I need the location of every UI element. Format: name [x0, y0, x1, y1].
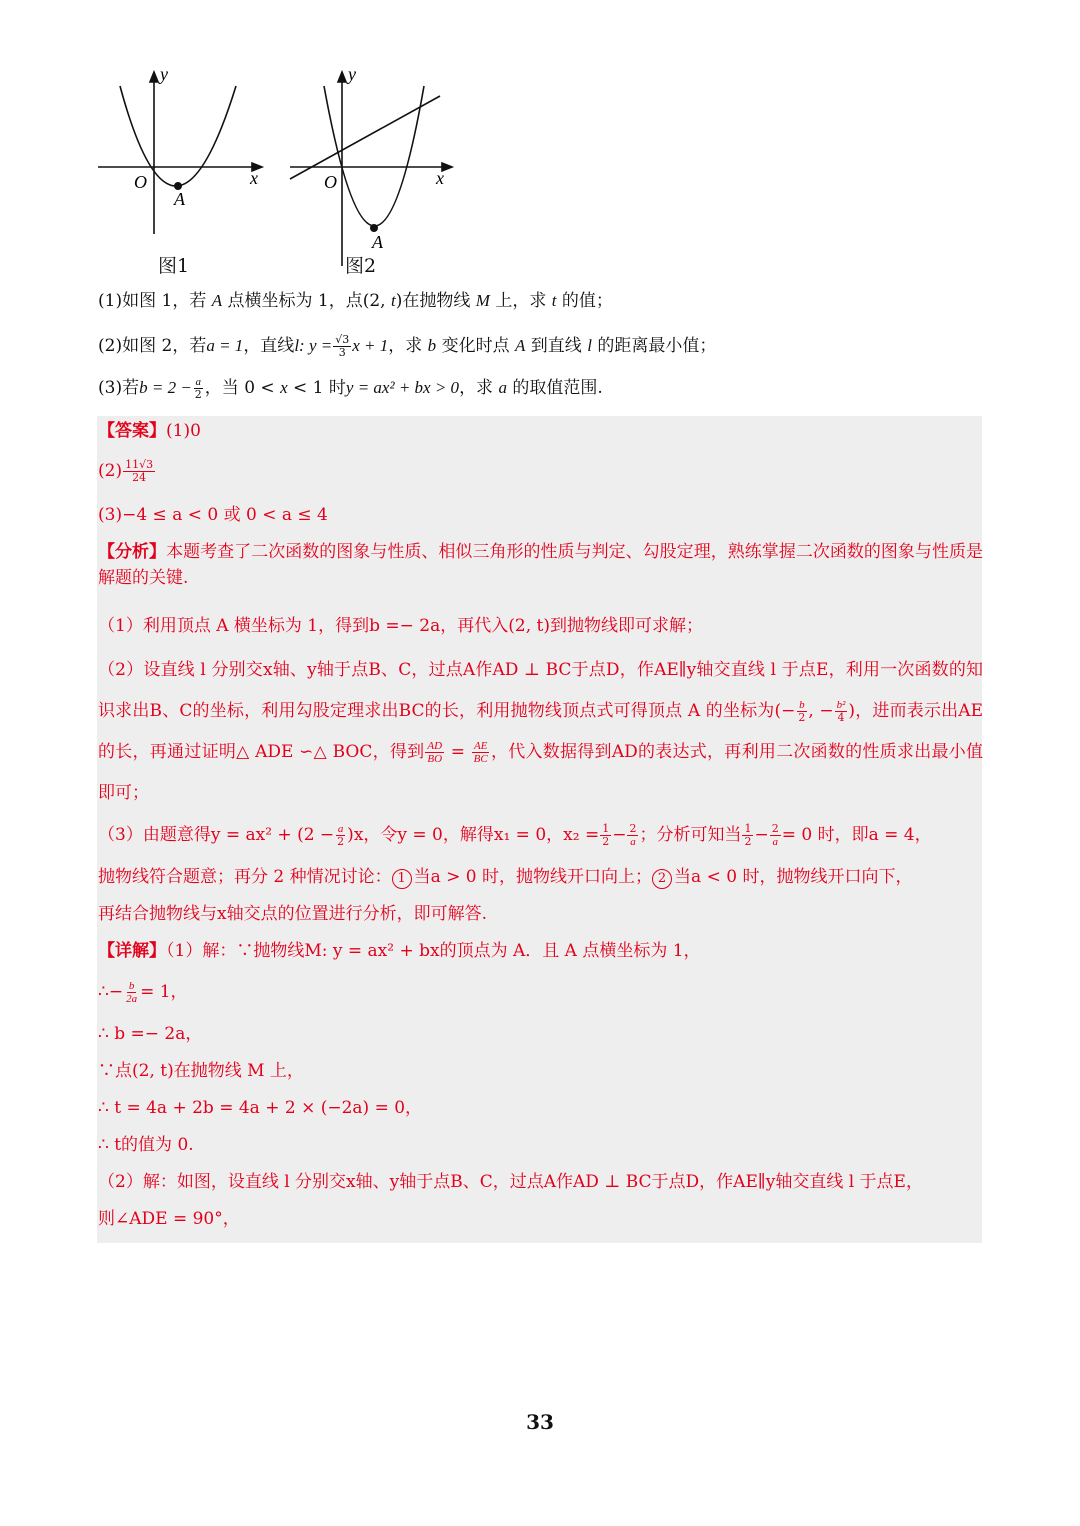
answer-line-2: (2) $\frac{11√3}{24}$: [98, 458, 154, 484]
circled-number-1: 1: [392, 869, 412, 889]
fig2-point-a: [371, 225, 377, 231]
circled-number-2: 2: [652, 869, 672, 889]
fig2-origin-label: O: [324, 172, 337, 192]
fig2-y-arrow: [338, 72, 346, 82]
analysis-part-3-line-3: 再结合抛物线与x轴交点的位置进行分析，即可解答.: [98, 904, 487, 924]
fig1-y-label: y: [160, 66, 168, 84]
figure-1: [98, 72, 262, 234]
detail-line-3: ∴ b =− 2a，: [98, 1024, 203, 1044]
fig1-x-label: x: [250, 168, 258, 188]
detail-line-8: 则∠ADE = 90°，: [98, 1209, 240, 1229]
question-1: (1)如图 1，若 A 点横坐标为 1，点(2, t)在抛物线 M 上，求 t 的值；: [98, 291, 613, 311]
figures: [90, 66, 470, 280]
fig1-a-label: A: [174, 189, 185, 209]
detail-line-6: ∴ t的值为 0.: [98, 1135, 194, 1155]
answer-line-3: (3)−4 ≤ a < 0 或 0 < a ≤ 4: [98, 505, 328, 525]
fig1-y-arrow: [150, 72, 158, 82]
detail-line-5: ∴ t = 4a + 2b = 4a + 2 × (−2a) = 0，: [98, 1098, 423, 1118]
fig1-caption: 图1: [158, 255, 190, 277]
question-2: (2)如图 2，若a = 1，直线l: y = $\frac{√3}{3}$ x + 1，求 b 变化时点 A 到直线 l 的距离最小值；: [98, 333, 717, 359]
fig2-caption: 图2: [345, 255, 377, 277]
analysis-part-3-line-2: 抛物线符合题意；再分 2 种情况讨论： 1 当a > 0 时，抛物线开口向上； 2 当a < 0 时，抛物线开口向下，: [98, 867, 913, 887]
analysis-part-3-line-1: （3）由题意得y = ax² + (2 − $\frac{a}{2}$ )x，令y = 0，解得x₁ = 0，x₂ = $\frac{1}{2}$ − $\frac{2}{a}$ ；分析可知当 $\frac{1}{2}$ − $\frac{2}{a}$ = 0 时，即a = 4，: [98, 822, 932, 848]
detail-line-2: ∴− $\frac{b}{2a}$ = 1，: [98, 980, 188, 1005]
analysis-part-1: （1）利用顶点 A 横坐标为 1，得到b =− 2a，再代入(2, t)到抛物线即可求解；: [98, 616, 703, 636]
fig2-y-label: y: [348, 66, 356, 84]
detail-line-7: （2）解：如图，设直线 l 分别交x轴、y轴于点B、C，过点A作AD ⊥ BC于点D，作AE∥y轴交直线 l 于点E，: [98, 1172, 923, 1192]
detail-line-1: 【详解】（1）解：∵抛物线M: y = ax² + bx的顶点为 A．且 A 点横坐标为 1，: [98, 941, 701, 961]
question-3: (3)若b = 2 − $\frac{a}{2}$ ，当 0 < x < 1 时y = ax² + bx > 0，求 a 的取值范围.: [98, 376, 603, 401]
detail-line-4: ∵点(2, t)在抛物线 M 上，: [98, 1061, 304, 1081]
answer-line-1: 【答案】(1)0: [98, 421, 201, 441]
figure-2: [290, 72, 452, 266]
analysis-part-2: （2）设直线 l 分别交x轴、y轴于点B、C，过点A作AD ⊥ BC于点D，作AE∥y轴交直线 l 于点E，利用一次函数的知识求出B、C的坐标，利用勾股定理求出BC的长，利用抛物线顶点式可得顶点 A 的坐标为(− $\frac{b}{2}$ , − $\frac{\text{b²}}{4}$ )，进而表示出AE的长，再通过证明△ ADE ∽△ BOC，得到 $\frac{AD}{BO}$ = $\frac{AE}{BC}$ ，代入数据得到AD的表达式，再利用二次函数的性质求出最小值即可；: [98, 660, 983, 803]
page-number: 33: [526, 1410, 554, 1434]
fig2-parabola: [324, 86, 424, 226]
fig1-origin-label: O: [134, 172, 147, 192]
fig2-x-label: x: [436, 168, 444, 188]
analysis-intro: 【分析】本题考查了二次函数的图象与性质、相似三角形的性质与判定、勾股定理，熟练掌握二次函数的图象与性质是解题的关键.: [98, 542, 984, 588]
fig2-a-label: A: [372, 232, 383, 252]
parabola-figures-svg: [90, 66, 470, 280]
fig1-parabola: [120, 86, 236, 186]
